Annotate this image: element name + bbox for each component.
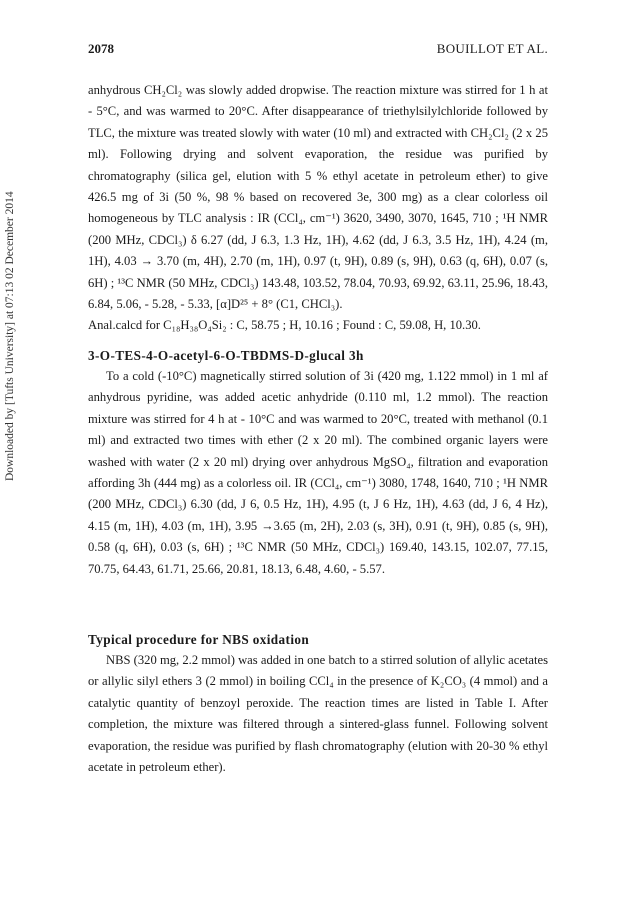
section-heading-3h: 3-O-TES-4-O-acetyl-6-O-TBDMS-D-glucal 3h <box>88 348 364 363</box>
section-1-body <box>88 80 548 337</box>
paragraph-3i-characterization: anhydrous CH₂Cl₂ was slowly added dropwise. The reaction mixture was stirred for 1 h at - 5°C, and was warmed to 20°C. After disappearance of triethylsilylchloride followed by TLC, the mixture was treated slowly with water (10 ml) and extracted with CH₂Cl₂ (2 x 25 ml). Following drying and solvent evaporation, the residue was purified by chromatography (silica gel, elution with 5 % ethyl acetate in petroleum ether) to give 426.5 mg of 3i (50 %, 98 % based on recovered 3e, 300 mg) as a clear colorless oil homogeneous by TLC analysis : IR (CCl₄, cm⁻¹) 3620, 3490, 3070, 1645, 710 ; ¹H NMR (200 MHz, CDCl₃) δ 6.27 (dd, J 6.3, 1.3 Hz, 1H), 4.62 (dd, J 6.3, 3.5 Hz, 1H), 4.24 (m, 1H), 4.03 → 3.70 (m, 4H), 2.70 (m, 1H), 0.97 (t, 9H), 0.89 (s, 9H), 0.63 (q, 6H), 0.07 (s, 6H) ; ¹³C NMR (50 MHz, CDCl₃) 143.48, 103.52, 78.04, 70.93, 69.92, 63.11, 25.96, 18.43, 6.84, 5.06, - 5.28, - 5.33, [α]D²⁵ + 8° (C1, CHCl₃). <box>88 83 548 312</box>
page-number: 2078 <box>88 41 114 56</box>
paragraph-nbs-procedure: NBS (320 mg, 2.2 mmol) was added in one batch to a stirred solution of allylic acetates or allylic silyl ethers 3 (2 mmol) in boiling CCl₄ in the presence of K₂CO₃ (4 mmol) and a catalytic quantity of benzoyl peroxide. The reaction times are listed in Table I. After completion, the mixture was filtered through a sintered-glass funnel. Following solvent evaporation, the residue was purified by flash chromatography (elution with 20-30 % ethyl acetate in petroleum ether). <box>88 653 548 775</box>
section-heading-nbs-oxidation: Typical procedure for NBS oxidation <box>88 632 310 647</box>
paragraph-3h-procedure: To a cold (-10°C) magnetically stirred solution of 3i (420 mg, 1.122 mmol) in 1 ml af anhydrous pyridine, was added acetic anhydride (0.110 ml, 1.2 mmol). The reaction mixture was stirred for 4 h at - 10°C and was warmed to 20°C, treated with methanol (0.1 ml) and extracted two times with ether (2 x 20 ml). The combined organic layers were washed with water (2 x 20 ml) drying over anhydrous MgSO₄, filtration and evaporation affording 3h (444 mg) as a colorless oil. IR (CCl₄, cm⁻¹) 3080, 1748, 1640, 710 ; ¹H NMR (200 MHz, CDCl₃) 6.30 (dd, J 6, 0.5 Hz, 1H), 4.95 (t, J 6 Hz, 1H), 4.63 (dd, J 6, 4 Hz), 4.15 (m, 1H), 4.03 (m, 1H), 3.95 →3.65 (m, 2H), 2.03 (s, 3H), 0.91 (t, 9H), 0.85 (s, 9H), 0.58 (q, 6H), 0.03 (s, 6H) ; ¹³C NMR (50 MHz, CDCl₃) 169.40, 143.15, 102.07, 77.15, 70.75, 64.43, 61.71, 25.66, 20.81, 18.13, 6.48, 4.60, - 5.57. <box>88 369 548 576</box>
paragraph-elemental-analysis: Anal.calcd for C₁₈H₃₈O₄Si₂ : C, 58.75 ; H, 10.16 ; Found : C, 59.08, H, 10.30. <box>88 318 481 333</box>
download-watermark: Downloaded by [Tufts University] at 07:13 02 December 2014 <box>4 191 16 481</box>
running-head: BOUILLOT ET AL. <box>436 41 548 56</box>
section-3-body <box>88 650 548 778</box>
section-2-body <box>88 366 548 580</box>
